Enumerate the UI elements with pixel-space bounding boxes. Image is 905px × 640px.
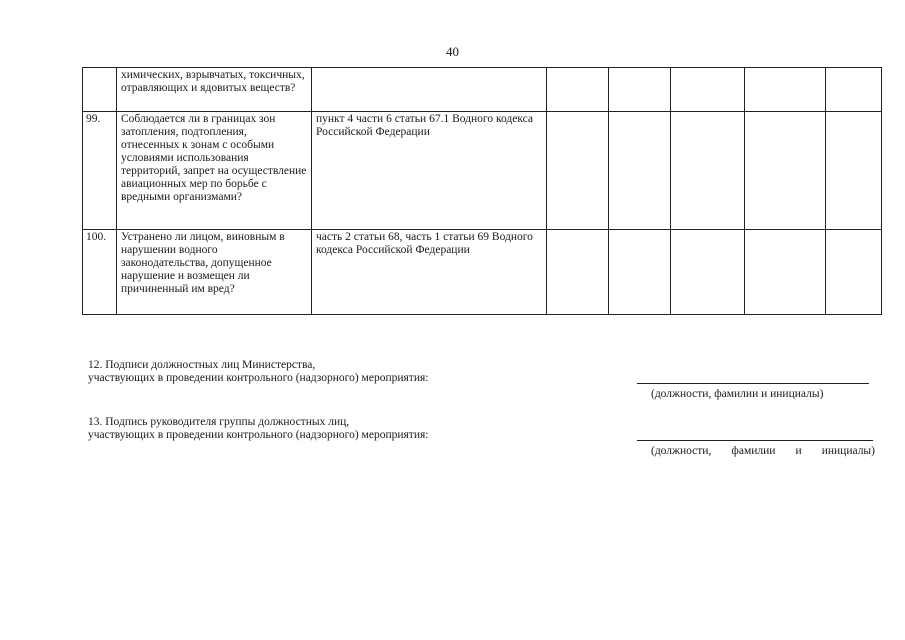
signature-line — [637, 440, 873, 441]
signature-caption: (должности, фамилии и инициалы) — [651, 388, 824, 400]
question-cell: химических, взрывчатых, токсичных, отравляющих и ядовитых веществ? — [117, 68, 312, 112]
answer-not-applicable-cell — [671, 230, 745, 315]
page-number: 40 — [446, 44, 459, 59]
reference-cell: пункт 4 части 6 статьи 67.1 Водного кодекса Российской Федерации — [312, 112, 547, 230]
question-cell: Соблюдается ли в границах зон затопления, подтопления, отнесенных к зонам с особыми условиями использования территорий, запрет на осуществление авиационных мер по борьбе с вредными организмами? — [117, 112, 312, 230]
reference-cell — [312, 68, 547, 112]
comment-cell — [826, 230, 882, 315]
signature-heading: 12. Подписи должностных лиц Министерства, — [88, 359, 316, 371]
question-cell: Устранено ли лицом, виновным в нарушении водного законодательства, допущенное нарушение и возмещен ли причиненный им вред? — [117, 230, 312, 315]
table-row — [83, 68, 882, 112]
signature-subheading: участвующих в проведении контрольного (надзорного) мероприятия: — [88, 429, 429, 441]
signature-line — [637, 383, 869, 384]
signature-subheading: участвующих в проведении контрольного (надзорного) мероприятия: — [88, 372, 429, 384]
signature-block-group-leader — [88, 416, 428, 442]
answer-yes-cell — [547, 230, 609, 315]
signature-caption: (должности, фамилии и инициалы) — [651, 445, 875, 457]
table-row — [83, 112, 882, 230]
row-number-cell — [83, 68, 117, 112]
answer-no-cell — [609, 230, 671, 315]
row-number-cell: 99. — [83, 112, 117, 230]
table-row — [83, 230, 882, 315]
row-number-cell: 100. — [83, 230, 117, 315]
note-cell — [745, 230, 826, 315]
answer-not-applicable-cell — [671, 68, 745, 112]
reference-cell: часть 2 статьи 68, часть 1 статьи 69 Водного кодекса Российской Федерации — [312, 230, 547, 315]
answer-not-applicable-cell — [671, 112, 745, 230]
answer-no-cell — [609, 112, 671, 230]
note-cell — [745, 68, 826, 112]
answer-no-cell — [609, 68, 671, 112]
note-cell — [745, 112, 826, 230]
comment-cell — [826, 68, 882, 112]
answer-yes-cell — [547, 112, 609, 230]
comment-cell — [826, 112, 882, 230]
signature-heading: 13. Подпись руководителя группы должностных лиц, — [88, 416, 350, 428]
answer-yes-cell — [547, 68, 609, 112]
checklist-table — [82, 67, 882, 315]
signature-block-officials — [88, 359, 428, 385]
